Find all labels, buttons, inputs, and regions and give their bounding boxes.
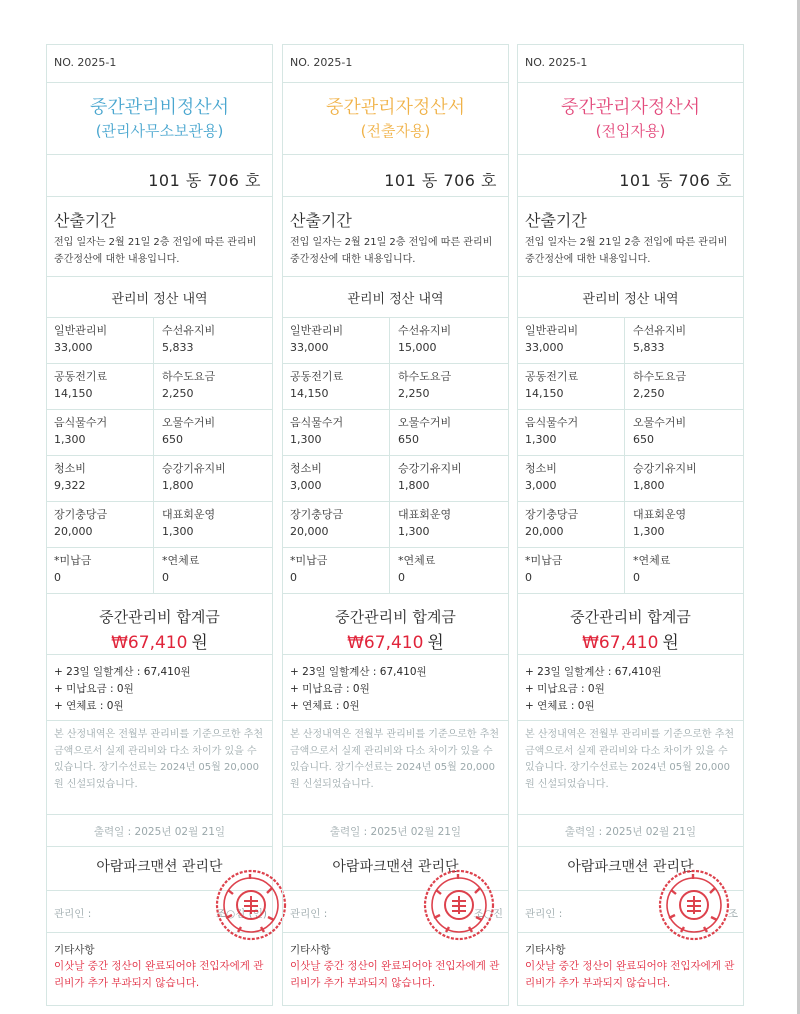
row-line [517,846,744,847]
fee-item-label: 대표회운영 [162,508,216,521]
row-line [46,593,273,594]
fee-item-label: 승강기유지비 [633,462,697,475]
fee-item-value: 2,250 [633,387,665,400]
row-line [46,154,273,155]
org-name: 아람파크맨션 관리단 [332,859,459,875]
item-col-divider [389,409,390,455]
item-row-line [282,501,509,502]
fee-item-label: 승강기유지비 [162,462,226,475]
manager-name: 조○진 (인) [215,908,267,920]
row-line [282,654,509,655]
item-col-divider [153,409,154,455]
note-text: 본 산정내역은 전월부 관리비를 기준으로한 추천금액으로서 실제 관리비와 다소 차이가 있을 수 있습니다. 장기수선료는 2024년 05월 20,000원 신설되었습니다. [525,729,735,790]
fee-item-label: 수선유지비 [162,324,216,337]
settlement-slip-mover-out [282,44,509,1006]
period-title: 산출기간 [525,211,587,230]
item-row-line [46,547,273,548]
total-amount-value: ₩67,410 [347,633,424,653]
slip-title: 중간관리자정산서 [325,97,466,118]
row-line [282,276,509,277]
total-title: 중간관리비 합계금 [99,608,220,626]
item-row-line [517,455,744,456]
fee-item-label: 공동전기료 [290,370,344,383]
row-line [46,814,273,815]
fee-item-label: 오물수거비 [633,416,687,429]
item-row-line [517,547,744,548]
total-amount-value: ₩67,410 [111,633,188,653]
fee-item-value: 33,000 [525,341,564,354]
fee-item-value: 2,250 [162,387,194,400]
fee-item-value: 14,150 [525,387,564,400]
etc-body: 이삿날 중간 정산이 완료되어야 전입자에게 관리비가 추가 부과되지 않습니다. [290,960,500,989]
breakdown-item: + 미납요금 : 0원 [525,683,605,695]
org-name: 아람파크맨션 관리단 [567,859,694,875]
item-col-divider [624,317,625,363]
fee-item-label: 공동전기료 [525,370,579,383]
fee-item-value: 1,300 [398,525,430,538]
fee-item-label: 승강기유지비 [398,462,462,475]
fee-item-label: 하수도요금 [162,370,216,383]
row-line [282,82,509,83]
row-line [517,1005,744,1006]
org-name: 아람파크맨션 관리단 [96,859,223,875]
item-row-line [282,363,509,364]
breakdown-item: + 23일 일할계산 : 67,410원 [290,666,427,678]
fee-item-label: 청소비 [54,462,86,475]
fee-item-value: 0 [525,571,532,584]
row-line [46,1005,273,1006]
period-title: 산출기간 [54,211,116,230]
item-row-line [46,409,273,410]
item-col-divider [153,501,154,547]
fee-item-label: *연체료 [633,554,671,567]
fee-item-value: 1,800 [162,479,194,492]
fee-item-value: 20,000 [290,525,329,538]
fee-item-value: 650 [633,433,654,446]
row-line [46,317,273,318]
print-date: 출력일 : 2025년 02월 21일 [93,826,226,838]
breakdown-item: + 미납요금 : 0원 [290,683,370,695]
etc-title: 기타사항 [525,944,566,956]
fee-item-label: 하수도요금 [633,370,687,383]
manager-label: 관리인 : [290,908,328,920]
row-line [282,720,509,721]
item-col-divider [389,363,390,409]
total-amount [46,628,273,653]
row-line [282,317,509,318]
manager-name: 조○진 [473,908,503,920]
total-amount [282,628,509,653]
slip-title: 중간관리자정산서 [560,97,701,118]
fee-item-value: 0 [54,571,61,584]
fee-item-label: 음식물수거 [290,416,344,429]
settlement-slip-mover-in [517,44,744,1006]
item-row-line [46,455,273,456]
detail-title: 관리비 정산 내역 [347,292,444,307]
breakdown-item: + 연체료 : 0원 [54,700,124,712]
item-row-line [517,409,744,410]
fee-item-value: 0 [398,571,405,584]
item-col-divider [624,409,625,455]
detail-title: 관리비 정산 내역 [582,292,679,307]
row-line [282,593,509,594]
item-row-line [46,501,273,502]
total-amount-unit: 원 [427,633,444,653]
fee-item-value: 2,250 [398,387,430,400]
total-amount-value: ₩67,410 [582,633,659,653]
item-col-divider [389,455,390,501]
fee-item-label: 수선유지비 [633,324,687,337]
breakdown-item: + 미납요금 : 0원 [54,683,134,695]
fee-item-label: *연체료 [162,554,200,567]
fee-item-value: 20,000 [525,525,564,538]
settlement-slip-office [46,44,273,1006]
fee-item-label: 청소비 [525,462,557,475]
fee-item-value: 1,300 [525,433,557,446]
item-col-divider [389,317,390,363]
fee-item-value: 5,833 [162,341,194,354]
note-text: 본 산정내역은 전월부 관리비를 기준으로한 추천금액으로서 실제 관리비와 다소 차이가 있을 수 있습니다. 장기수선료는 2024년 05월 20,000원 신설되었습니다. [54,729,264,790]
fee-item-value: 5,833 [633,341,665,354]
fee-item-value: 3,000 [290,479,322,492]
fee-item-label: 음식물수거 [525,416,579,429]
breakdown-list [54,664,267,715]
manager-label: 관리인 : [54,908,92,920]
fee-item-value: 1,300 [54,433,86,446]
fee-item-label: *미납금 [290,554,328,567]
breakdown-list [525,664,738,715]
unit-number: 101 동 706 호 [384,171,497,190]
row-line [46,82,273,83]
fee-item-value: 3,000 [525,479,557,492]
official-seal-stamp [422,868,496,942]
slip-number: NO. 2025-1 [290,56,353,69]
fee-item-label: 청소비 [290,462,322,475]
fee-item-label: 일반관리비 [525,324,579,337]
manager-label: 관리인 : [525,908,563,920]
row-line [46,44,273,45]
row-line [282,44,509,45]
item-col-divider [153,317,154,363]
fee-item-label: 장기충당금 [525,508,579,521]
row-line [517,317,744,318]
unit-number: 101 동 706 호 [148,171,261,190]
item-row-line [517,501,744,502]
item-col-divider [624,363,625,409]
row-line [517,276,744,277]
fee-item-value: 650 [162,433,183,446]
row-line [517,196,744,197]
etc-body: 이삿날 중간 정산이 완료되어야 전입자에게 관리비가 추가 부과되지 않습니다. [525,960,735,989]
etc-title: 기타사항 [290,944,331,956]
period-body: 전입 일자는 2월 21일 2층 전입에 따른 관리비 중간정산에 대한 내용입니다. [290,237,493,265]
fee-item-label: *미납금 [54,554,92,567]
fee-item-label: 일반관리비 [290,324,344,337]
item-row-line [517,363,744,364]
fee-item-value: 20,000 [54,525,93,538]
fee-item-value: 0 [162,571,169,584]
row-line [517,654,744,655]
total-amount-unit: 원 [191,633,208,653]
item-col-divider [624,501,625,547]
slip-subtitle: (전입자용) [595,122,666,140]
item-col-divider [153,363,154,409]
unit-number: 101 동 706 호 [619,171,732,190]
print-date: 출력일 : 2025년 02월 21일 [329,826,462,838]
official-seal-stamp [214,868,288,942]
period-body: 전입 일자는 2월 21일 2층 전입에 따른 관리비 중간정산에 대한 내용입니다. [54,237,257,265]
fee-item-value: 15,000 [398,341,437,354]
row-line [517,44,744,45]
row-line [46,276,273,277]
row-line [282,196,509,197]
row-line [46,654,273,655]
fee-item-value: 1,800 [398,479,430,492]
fee-item-value: 14,150 [54,387,93,400]
slip-subtitle: (전출자용) [360,122,431,140]
fee-item-label: 오물수거비 [162,416,216,429]
item-col-divider [153,455,154,501]
fee-item-label: 장기충당금 [290,508,344,521]
fee-item-value: 0 [290,571,297,584]
item-col-divider [389,547,390,593]
fee-item-value: 1,300 [162,525,194,538]
etc-body: 이삿날 중간 정산이 완료되어야 전입자에게 관리비가 추가 부과되지 않습니다. [54,960,264,989]
fee-item-value: 14,150 [290,387,329,400]
row-line [517,593,744,594]
row-line [282,846,509,847]
row-line [517,154,744,155]
total-amount-unit: 원 [662,633,679,653]
row-line [517,720,744,721]
fee-item-value: 33,000 [290,341,329,354]
fee-item-label: 음식물수거 [54,416,108,429]
fee-item-label: *미납금 [525,554,563,567]
fee-item-value: 0 [633,571,640,584]
row-line [46,846,273,847]
fee-item-value: 1,300 [633,525,665,538]
etc-title: 기타사항 [54,944,95,956]
fee-item-label: 공동전기료 [54,370,108,383]
breakdown-item: + 23일 일할계산 : 67,410원 [525,666,662,678]
item-col-divider [624,547,625,593]
item-row-line [282,409,509,410]
item-col-divider [389,501,390,547]
breakdown-list [290,664,503,715]
fee-item-value: 1,800 [633,479,665,492]
total-title: 중간관리비 합계금 [570,608,691,626]
row-line [517,814,744,815]
slip-number: NO. 2025-1 [54,56,117,69]
item-row-line [282,455,509,456]
fee-item-value: 9,322 [54,479,86,492]
fee-item-value: 33,000 [54,341,93,354]
row-line [46,196,273,197]
note-text: 본 산정내역은 전월부 관리비를 기준으로한 추천금액으로서 실제 관리비와 다소 차이가 있을 수 있습니다. 장기수선료는 2024년 05월 20,000원 신설되었습니다. [290,729,500,790]
row-line [517,82,744,83]
fee-item-value: 1,300 [290,433,322,446]
fee-item-label: 일반관리비 [54,324,108,337]
fee-item-label: 하수도요금 [398,370,452,383]
item-row-line [46,363,273,364]
breakdown-item: + 23일 일할계산 : 67,410원 [54,666,191,678]
fee-item-label: 오물수거비 [398,416,452,429]
fee-item-label: 대표회운영 [633,508,687,521]
fee-item-label: 대표회운영 [398,508,452,521]
slip-subtitle: (관리사무소보관용) [95,122,224,140]
row-line [282,154,509,155]
official-seal-stamp [657,868,731,942]
item-col-divider [153,547,154,593]
detail-title: 관리비 정산 내역 [111,292,208,307]
row-line [282,814,509,815]
slip-number: NO. 2025-1 [525,56,588,69]
manager-name: 조 [727,908,738,920]
item-col-divider [624,455,625,501]
breakdown-item: + 연체료 : 0원 [525,700,595,712]
print-date: 출력일 : 2025년 02월 21일 [564,826,697,838]
fee-item-label: 수선유지비 [398,324,452,337]
row-line [46,720,273,721]
fee-item-label: 장기충당금 [54,508,108,521]
fee-item-value: 650 [398,433,419,446]
total-title: 중간관리비 합계금 [335,608,456,626]
period-title: 산출기간 [290,211,352,230]
slip-title: 중간관리비정산서 [89,97,230,118]
total-amount [517,628,744,653]
item-row-line [282,547,509,548]
period-body: 전입 일자는 2월 21일 2층 전입에 따른 관리비 중간정산에 대한 내용입니다. [525,237,728,265]
fee-item-label: *연체료 [398,554,436,567]
row-line [282,1005,509,1006]
breakdown-item: + 연체료 : 0원 [290,700,360,712]
